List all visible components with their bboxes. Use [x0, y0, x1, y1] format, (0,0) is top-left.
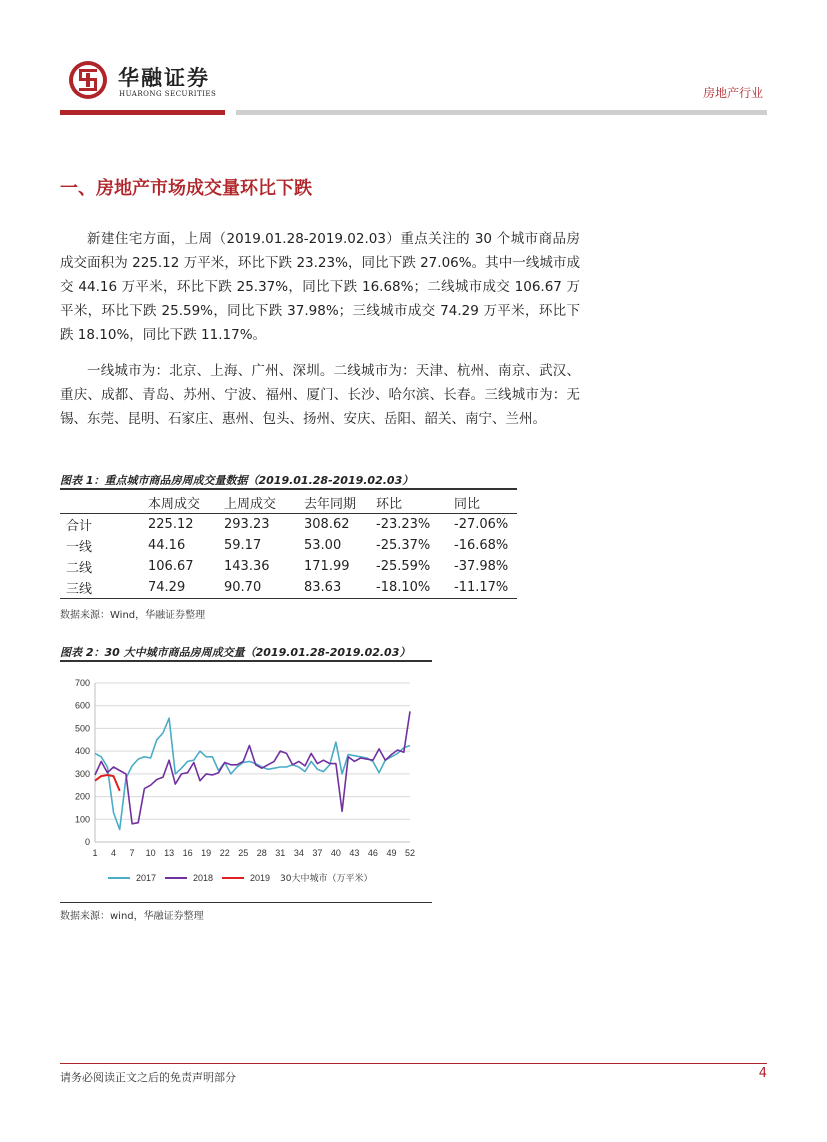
table-cell: 171.99	[304, 559, 350, 574]
y-tick-label: 300	[74, 768, 90, 779]
y-tick-label: 200	[74, 791, 90, 802]
header-rule-gray	[236, 110, 767, 115]
table-header-cell	[60, 492, 148, 514]
x-tick-label: 1	[92, 848, 98, 858]
table-cell: 74.29	[148, 577, 224, 599]
footer-rule	[60, 1063, 767, 1064]
table-header-row	[60, 492, 517, 514]
table-header-cell: 环比	[376, 492, 454, 514]
x-tick-label: 34	[293, 848, 304, 858]
table-header-cell: 本周成交	[148, 492, 224, 514]
footer-disclaimer-note: 请务必阅读正文之后的免责声明部分	[60, 1071, 236, 1084]
figure-source: 数据来源：wind，华融证券整理	[60, 911, 204, 922]
table-cell: -18.10%	[376, 577, 454, 599]
body-paragraph: 一线城市为：北京、上海、广州、深圳。二线城市为：天津、杭州、南京、武汉、重庆、成都、青岛、苏州、宁波、福州、厦门、长沙、哈尔滨、长春。三线城市为：无锡、东莞、昆明、石家庄、惠州、包头、扬州、安庆、岳阳、韶关、南宁、兰州。	[60, 363, 580, 427]
huarong-logo-icon	[68, 60, 108, 100]
table-cell: -25.37%	[376, 538, 431, 553]
table-cell: 三线	[60, 577, 148, 599]
legend-title: 30大中城市（万平米）	[280, 874, 373, 884]
table-cell: -27.06%	[454, 517, 509, 532]
legend-label: 2017	[136, 873, 157, 883]
x-tick-label: 16	[182, 848, 193, 858]
table-cell: -37.98%	[454, 559, 509, 574]
table-header-cell: 同比	[454, 492, 517, 514]
figure-source: 数据来源：Wind，华融证券整理	[60, 610, 206, 621]
x-tick-label: 43	[349, 848, 360, 858]
y-tick-label: 600	[74, 700, 90, 711]
figure-rule	[60, 488, 517, 490]
header-rule-red	[60, 110, 225, 115]
y-tick-label: 100	[74, 814, 90, 825]
table-cell: 143.36	[224, 559, 270, 574]
y-tick-label: 0	[84, 837, 90, 847]
table-cell: 106.67	[148, 559, 194, 574]
table-cell: 59.17	[224, 538, 262, 553]
table-cell: 225.12	[148, 517, 194, 532]
figure-caption: 图表 1：重点城市商品房周成交量数据（2019.01.28-2019.02.03）	[60, 474, 414, 487]
table-row	[60, 556, 517, 577]
table-cell: -11.17%	[454, 577, 517, 599]
figure-bottom-rule	[60, 902, 432, 903]
table-cell: 一线	[66, 540, 93, 555]
table-header-cell: 去年同期	[304, 492, 376, 514]
x-tick-label: 4	[111, 848, 117, 858]
x-tick-label: 7	[129, 848, 135, 858]
y-tick-label: 700	[74, 678, 90, 688]
y-tick-label: 500	[74, 723, 90, 734]
brand-name-cn: 华融证券	[118, 66, 210, 90]
x-tick-label: 40	[330, 848, 341, 858]
table-cell: 293.23	[224, 517, 270, 532]
x-tick-label: 19	[201, 848, 212, 858]
x-tick-label: 28	[256, 848, 267, 858]
table-cell: 53.00	[304, 538, 342, 553]
x-tick-label: 13	[164, 848, 175, 858]
page-number: 4	[758, 1066, 767, 1081]
transaction-table	[60, 492, 517, 599]
table-cell: 44.16	[148, 538, 186, 553]
x-tick-label: 22	[219, 848, 230, 858]
y-tick-label: 400	[74, 746, 90, 757]
x-tick-label: 10	[145, 848, 156, 858]
x-tick-label: 49	[386, 848, 397, 858]
table-row	[60, 577, 517, 599]
legend-label: 2019	[250, 873, 271, 883]
series-line-2019	[95, 775, 120, 791]
figure-rule	[60, 660, 432, 662]
table-cell: -23.23%	[376, 517, 431, 532]
table-cell: -25.59%	[376, 559, 431, 574]
x-tick-label: 46	[367, 848, 378, 858]
figure-caption: 图表 2：30 大中城市商品房周成交量（2019.01.28-2019.02.03）	[60, 646, 411, 659]
table-cell: 90.70	[224, 577, 304, 599]
table-row	[60, 514, 517, 536]
legend-label: 2018	[193, 873, 214, 883]
x-tick-label: 25	[238, 848, 249, 858]
x-tick-label: 37	[312, 848, 323, 858]
x-tick-label: 31	[275, 848, 286, 858]
table-cell: -16.68%	[454, 538, 509, 553]
weekly-volume-line-chart	[60, 666, 432, 902]
section-title: 一、房地产市场成交量环比下跌	[60, 178, 312, 199]
table-row	[60, 535, 517, 556]
header-industry-label: 房地产行业	[702, 86, 763, 100]
x-tick-label: 52	[404, 848, 416, 858]
table-cell: 83.63	[304, 577, 376, 599]
body-paragraph: 新建住宅方面，上周（2019.01.28-2019.02.03）重点关注的 30 个城市商品房成交面积为 225.12 万平米，环比下跌 23.23%，同比下跌 27.06%。其中一线城市成交 44.16 万平米，环比下跌 25.37%，同比下跌 16.68%；二线城市成交 106.67 万平米，环比下跌 25.59%，同比下跌 37.98%；三线城市成交 74.29 万平米，环比下跌 18.10%，同比下跌 11.17%。	[60, 231, 580, 343]
brand-name-en: HUARONG SECURITIES	[119, 90, 217, 98]
table-cell: 合计	[66, 519, 93, 534]
table-header-cell: 上周成交	[224, 492, 304, 514]
table-cell: 二线	[66, 561, 93, 576]
table-cell: 308.62	[304, 517, 350, 532]
